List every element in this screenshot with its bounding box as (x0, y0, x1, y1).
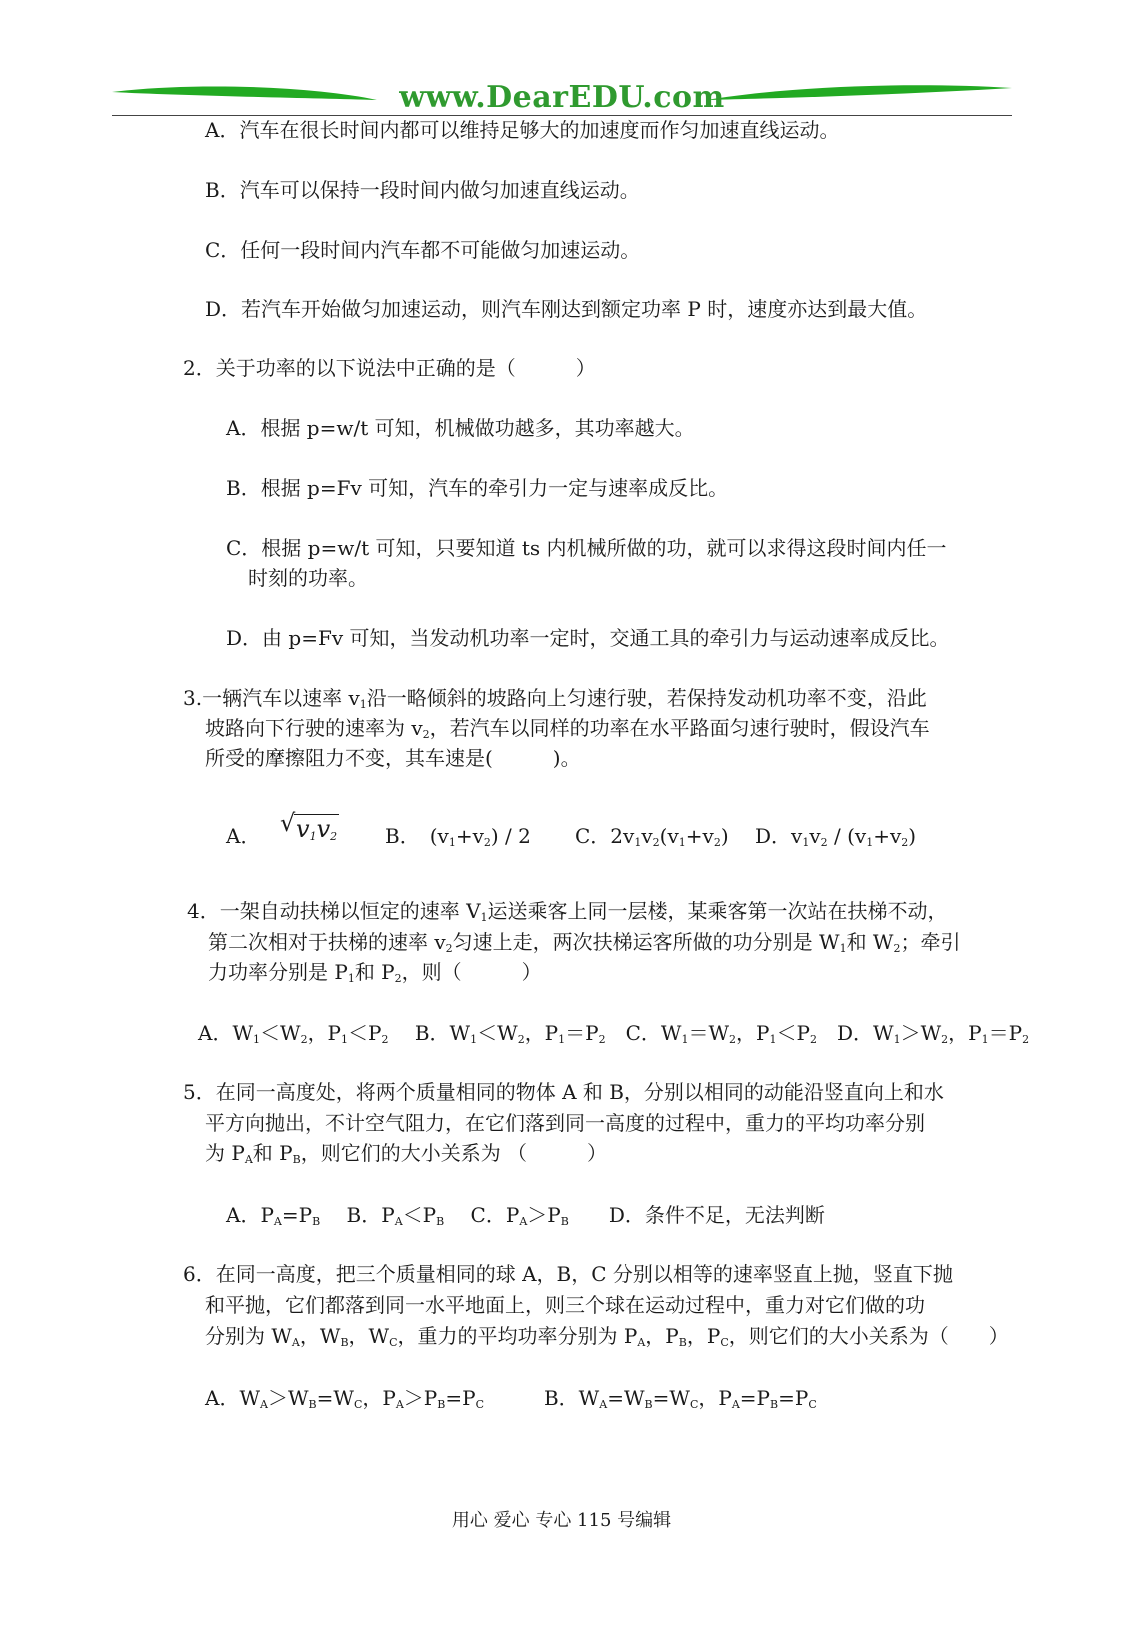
q4-stem-line1: 4．一架自动扶梯以恒定的速率 $V_1$运送乘客上同一层楼，某乘客第一次站在扶梯不动， (187, 899, 948, 924)
q3-option-d: D．$v_1v_2 / (v_1+v_2)$ (755, 824, 917, 849)
site-name[interactable]: www.DearEDU.com (399, 80, 725, 115)
q6-stem-line3: 分别为 $W_A$，$W_B$，$W_C$，重力的平均功率分别为 $P_A$，$P_B$，$P_C$，则它们的大小关系为（ ） (205, 1324, 1009, 1349)
q6-stem-line2: 和平抛，它们都落到同一水平地面上，则三个球在运动过程中，重力对它们做的功 (205, 1293, 925, 1317)
q3-option-a-formula: √ $v_1v_2$ (280, 809, 338, 843)
header-rule (112, 115, 1012, 116)
q5-stem-line3: 为 $P_A$和 $P_B$，则它们的大小关系为 （ ） (205, 1141, 608, 1166)
q4-stem-line3: 力功率分别是 $P_1$和 $P_2$，则（ ） (208, 960, 542, 985)
q4-stem-line2: 第二次相对于扶梯的速率 $v_2$匀速上走，两次扶梯运客所做的功分别是 $W_1$和 $W_2$；牵引 (208, 930, 961, 955)
q2-option-d: D．由 p=Fv 可知，当发动机功率一定时，交通工具的牵引力与运动速率成反比。 (226, 626, 950, 650)
q3-stem-line3: 所受的摩擦阻力不变，其车速是( )。 (205, 746, 581, 770)
q3-option-c: C．$2v_1v_2(v_1+v_2)$ (575, 824, 729, 849)
q6-options: A．$W_A>W_B=W_C$，$P_A>P_B=P_C$ B．$W_A=W_B=W_C$，$P_A=P_B=P_C$ (205, 1386, 817, 1411)
q3-option-b: B． $(v_1+v_2) / 2$ (385, 824, 531, 849)
q2-stem: 2．关于功率的以下说法中正确的是（ ） (183, 356, 596, 380)
q4-options: A．$W_1<W_2$，$P_1<P_2$ B．$W_1<W_2$，$P_1=P_2$ C．$W_1=W_2$，$P_1<P_2$ D．$W_1>W_2$，$P_1=P_2$ (198, 1021, 1030, 1046)
q5-options: A．$P_A=P_B$ B．$P_A<P_B$ C．$P_A>P_B$ D．条件不足，无法判断 (226, 1203, 825, 1228)
q5-stem-line1: 5．在同一高度处，将两个质量相同的物体 A 和 B，分别以相同的动能沿竖直向上和水 (183, 1080, 944, 1104)
q5-stem-line2: 平方向抛出，不计空气阻力，在它们落到同一高度的过程中，重力的平均功率分别 (205, 1111, 925, 1135)
q2-option-c-line2: 时刻的功率。 (248, 566, 368, 590)
q6-stem-line1: 6．在同一高度，把三个质量相同的球 A，B，C 分别以相等的速率竖直上抛，竖直下抛 (183, 1262, 953, 1286)
q1-option-d: D．若汽车开始做匀加速运动，则汽车刚达到额定功率 P 时，速度亦达到最大值。 (205, 297, 928, 321)
q3-stem-line2: 坡路向下行驶的速率为 $v_2$，若汽车以同样的功率在水平路面匀速行驶时，假设汽车 (205, 716, 930, 741)
q1-option-b: B．汽车可以保持一段时间内做匀加速直线运动。 (205, 178, 640, 202)
q1-option-a: A．汽车在很长时间内都可以维持足够大的加速度而作匀加速直线运动。 (205, 118, 840, 142)
q3-stem-line1: 3.一辆汽车以速率 $v_1$沿一略倾斜的坡路向上匀速行驶，若保持发动机功率不变，沿此 (183, 686, 927, 711)
page-footer: 用心 爱心 专心 115 号编辑 (451, 1510, 672, 1531)
q3-option-a: A． (226, 824, 261, 848)
q2-option-a: A．根据 p=w/t 可知，机械做功越多，其功率越大。 (226, 416, 695, 440)
q2-option-c-line1: C．根据 p=w/t 可知，只要知道 ts 内机械所做的功，就可以求得这段时间内任一 (226, 536, 947, 560)
site-header (112, 78, 1012, 120)
q2-option-b: B．根据 p=Fv 可知，汽车的牵引力一定与速率成反比。 (226, 476, 729, 500)
q1-option-c: C．任何一段时间内汽车都不可能做匀加速运动。 (205, 238, 641, 262)
